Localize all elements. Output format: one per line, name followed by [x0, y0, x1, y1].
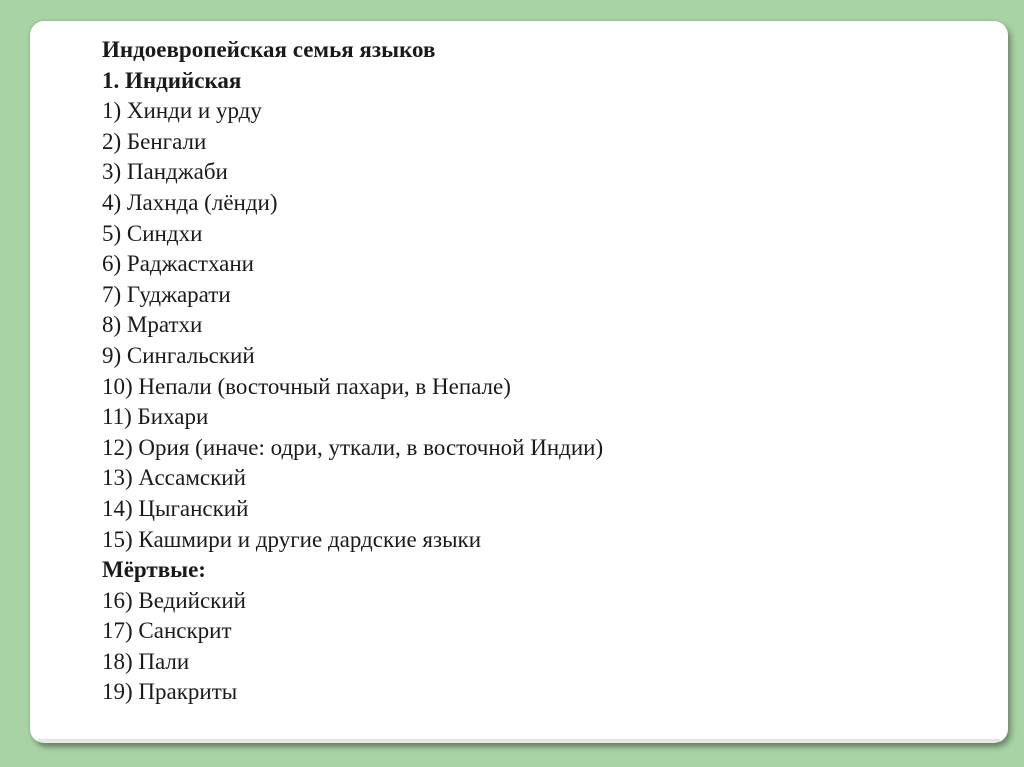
list-item: 6) Раджастхани — [102, 251, 254, 277]
list-item: 11) Бихари — [102, 404, 209, 430]
list-item: 14) Цыганский — [102, 495, 249, 521]
list-item: 1) Хинди и урду — [102, 98, 262, 124]
list-item: 16) Ведийский — [102, 587, 246, 613]
list-item: 19) Пракриты — [102, 679, 238, 705]
list-item: 7) Гуджарати — [102, 281, 231, 307]
slide-text-block — [102, 35, 962, 708]
list-item: 2) Бенгали — [102, 128, 207, 154]
list-item: 15) Кашмири и другие дардские языки — [102, 526, 482, 552]
slide-title: Индоевропейская семья языков — [102, 37, 436, 62]
list-item: 18) Пали — [102, 648, 190, 674]
section-heading: Мёртвые: — [102, 557, 206, 583]
list-item: 9) Сингальский — [102, 342, 255, 368]
list-item: 10) Непали (восточный пахари, в Непале) — [102, 373, 511, 399]
list-item: 8) Мратхи — [102, 312, 203, 338]
list-item: 17) Санскрит — [102, 618, 232, 644]
section-heading: 1. Индийская — [102, 67, 242, 93]
slide-frame — [30, 21, 1008, 743]
list-item: 12) Ория (иначе: одри, уткали, в восточной Индии) — [102, 434, 604, 460]
list-item: 5) Синдхи — [102, 220, 203, 246]
list-item: 13) Ассамский — [102, 465, 246, 491]
list-item: 4) Лахнда (лёнди) — [102, 189, 278, 215]
list-item: 3) Панджаби — [102, 159, 228, 185]
